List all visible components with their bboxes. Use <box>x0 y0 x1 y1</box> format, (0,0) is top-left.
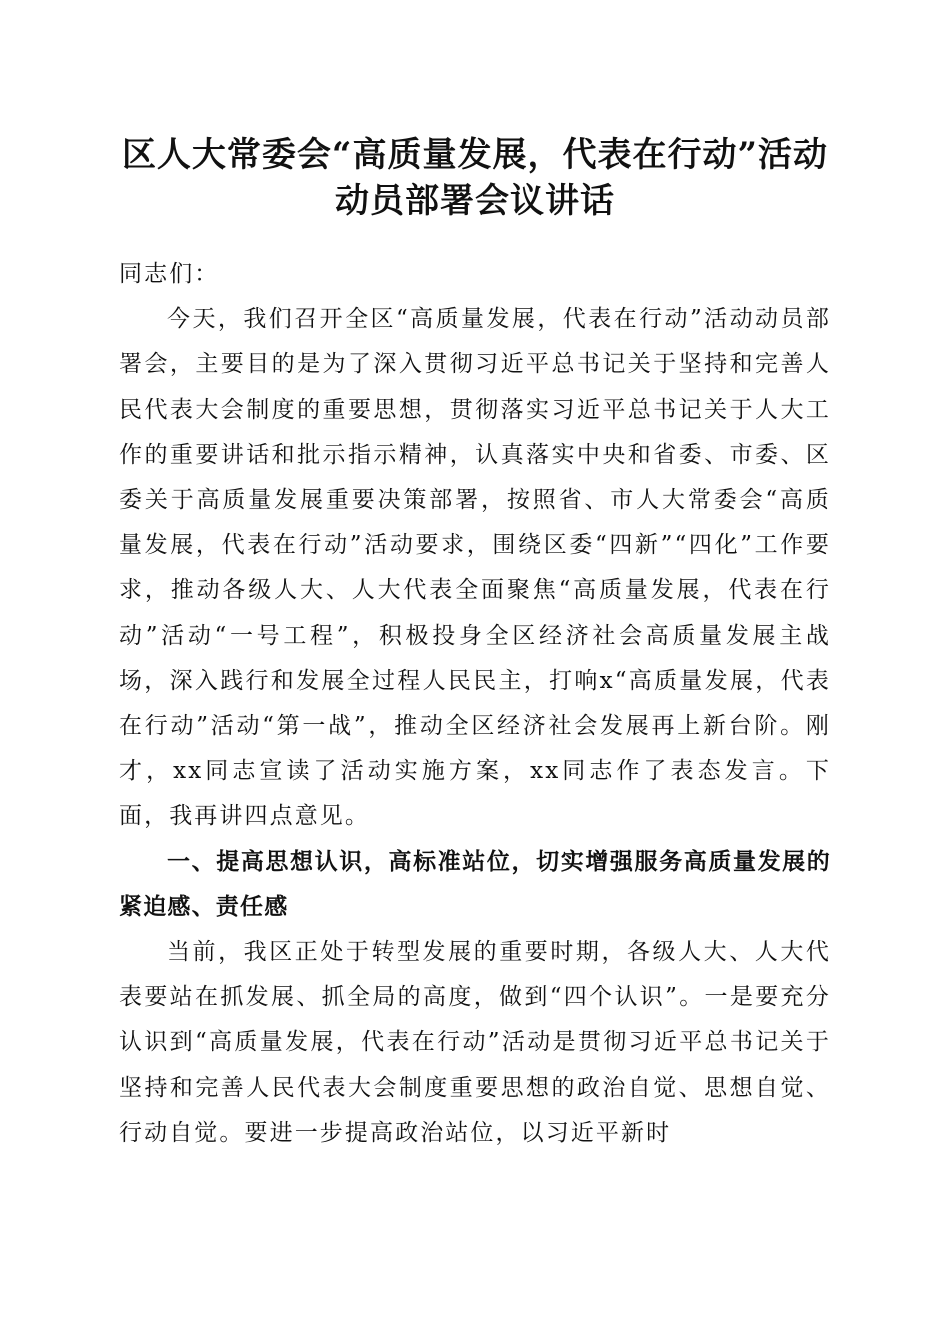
document-body <box>119 252 831 1156</box>
section-heading-1: 一、提高思想认识，高标准站位，切实增强服务高质量发展的紧迫感、责任感 <box>119 848 831 920</box>
salutation: 同志们： <box>119 261 220 287</box>
paragraph-intro: 今天，我们召开全区“高质量发展，代表在行动”活动动员部署会，主要目的是为了深入贯彻习近平总书记关于坚持和完善人民代表大会制度的重要思想，贯彻落实习近平总书记关于人大工作的重要讲话和批示指示精神，认真落实中央和省委、市委、区委关于高质量发展重要决策部署，按照省、市人大常委会“高质量发展，代表在行动”活动要求，围绕区委“四新”“四化”工作要求，推动各级人大、人大代表全面聚焦“高质量发展，代表在行动”活动“一号工程”，积极投身全区经济社会高质量发展主战场，深入践行和发展全过程人民民主，打响x“高质量发展，代表在行动”活动“第一战”，推动全区经济社会发展再上新台阶。刚才，xx同志宣读了活动实施方案，xx同志作了表态发言。下面，我再讲四点意见。 <box>119 306 831 830</box>
paragraph-section-1: 当前，我区正处于转型发展的重要时期，各级人大、人大代表要站在抓发展、抓全局的高度，做到“四个认识”。一是要充分认识到“高质量发展，代表在行动”活动是贯彻习近平总书记关于坚持和完善人民代表大会制度重要思想的政治自觉、思想自觉、行动自觉。要进一步提高政治站位，以习近平新时 <box>119 939 831 1146</box>
document-title: 区人大常委会“高质量发展，代表在行动”活动动员部署会议讲话 <box>121 135 829 221</box>
